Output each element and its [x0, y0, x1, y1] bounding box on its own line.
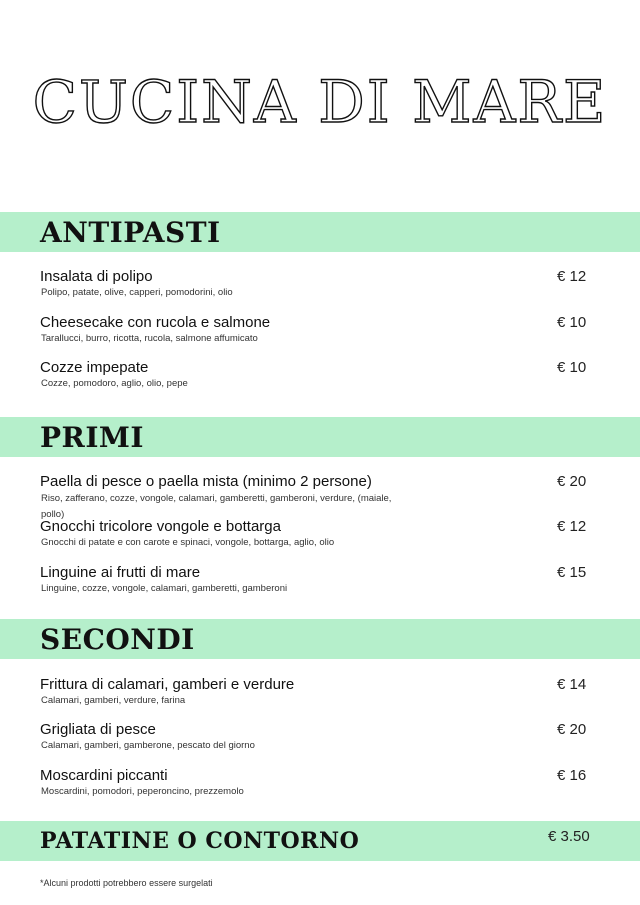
item-name: Cheesecake con rucola e salmone: [40, 314, 271, 331]
item-description: Polipo, patate, olive, capperi, pomodorini, olio: [41, 287, 233, 298]
section-band-antipasti: [0, 212, 640, 252]
item-name: Gnocchi tricolore vongole e bottarga: [40, 518, 281, 535]
item-description: Cozze, pomodoro, aglio, olio, pepe: [41, 378, 188, 389]
menu-item: [40, 564, 600, 596]
item-price: € 16: [557, 767, 587, 784]
menu-item: [40, 359, 600, 391]
menu-item: [40, 268, 600, 300]
item-price: € 20: [557, 473, 587, 490]
item-description: Gnocchi di patate e con carote e spinaci, vongole, bottarga, aglio, olio: [41, 537, 335, 548]
menu-item: [40, 676, 600, 708]
item-name: Moscardini piccanti: [40, 767, 168, 784]
item-price: € 14: [557, 676, 587, 693]
section-heading: PRIMI: [40, 421, 145, 454]
item-description: Linguine, cozze, vongole, calamari, gamberetti, gamberoni: [41, 583, 288, 594]
section-band-contorno: [0, 821, 640, 861]
item-price: € 15: [557, 564, 587, 581]
item-description: Tarallucci, burro, ricotta, rucola, salmone affumicato: [41, 333, 258, 344]
item-name: Frittura di calamari, gamberi e verdure: [40, 676, 295, 693]
item-name: Cozze impepate: [40, 359, 149, 376]
item-price: € 10: [557, 359, 587, 376]
menu-item: [40, 721, 600, 753]
section-heading: SECONDI: [40, 623, 195, 656]
footnote: *Alcuni prodotti potrebbero essere surgelati: [40, 878, 213, 888]
section-band-primi: [0, 417, 640, 457]
item-description: Moscardini, pomodori, peperoncino, prezzemolo: [41, 786, 244, 797]
menu-item: [40, 473, 600, 523]
item-name: Linguine ai frutti di mare: [40, 564, 201, 581]
menu-item: [40, 314, 600, 346]
item-description: Calamari, gamberi, verdure, farina: [41, 695, 186, 706]
item-name: Grigliata di pesce: [40, 721, 156, 738]
item-description: Riso, zafferano, cozze, vongole, calamari, gamberetti, gamberoni, verdure, (maiale, pollo): [41, 493, 392, 520]
section-heading: ANTIPASTI: [40, 216, 221, 249]
contorno-price: € 3.50: [548, 828, 590, 845]
item-price: € 10: [557, 314, 587, 331]
item-description: Calamari, gamberi, gamberone, pescato del giorno: [41, 740, 255, 751]
item-name: Paella di pesce o paella mista (minimo 2 persone): [40, 473, 372, 490]
item-name: Insalata di polipo: [40, 268, 153, 285]
item-price: € 12: [557, 268, 587, 285]
menu-item: [40, 767, 600, 799]
item-price: € 12: [557, 518, 587, 535]
menu-title: CUCINA DI MARE: [32, 68, 608, 136]
menu-item: [40, 518, 600, 550]
section-heading: PATATINE O CONTORNO: [40, 828, 360, 854]
item-price: € 20: [557, 721, 587, 738]
section-band-secondi: [0, 619, 640, 659]
